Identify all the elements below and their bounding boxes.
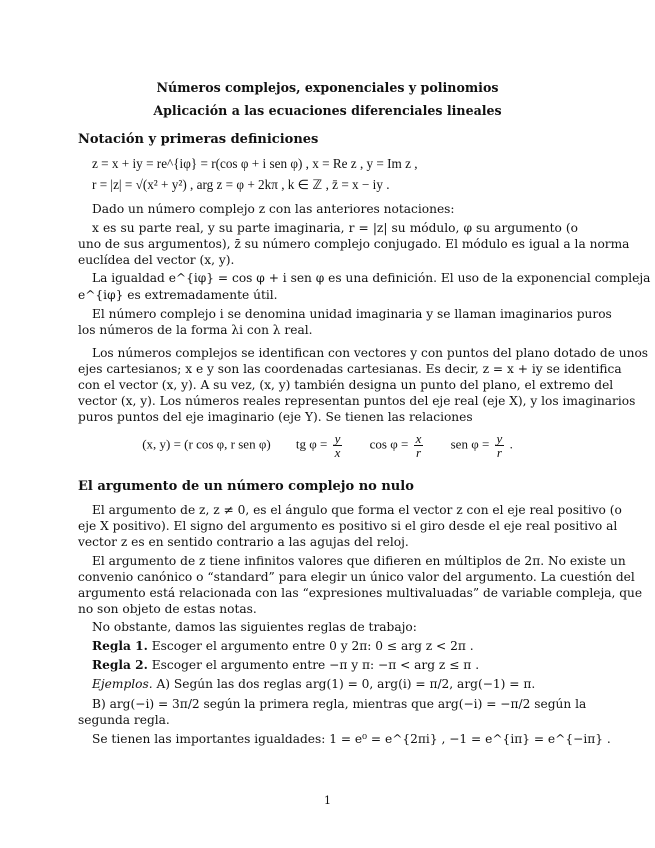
trig-relations-formula (0, 432, 655, 459)
section-heading-argument: El argumento de un número complejo no nulo (78, 479, 414, 494)
rule-2-label: Regla 2. (92, 658, 148, 672)
denominator: r (415, 445, 421, 460)
numerator: y (334, 431, 341, 446)
rule-1-label: Regla 1. (92, 639, 148, 653)
numerator: x (415, 431, 422, 446)
section-heading-notation: Notación y primeras definiciones (78, 132, 319, 147)
paragraph-line: e^{iφ} es extremadamente útil. (78, 288, 278, 302)
title-line-1: Números complejos, exponenciales y polinomios (156, 80, 499, 95)
paragraph-line: La igualdad e^{iφ} = cos φ + i sen φ es una definición. El uso de la exponencial compleja (92, 271, 651, 285)
fraction-cos (414, 432, 424, 459)
paragraph-line: El argumento de z, z ≠ 0, es el ángulo que forma el vector z con el eje real positivo (o (92, 503, 622, 517)
rule-1 (92, 638, 578, 654)
numerator: y (496, 431, 503, 446)
paragraph-line: El número complejo i se denomina unidad imaginaria y se llaman imaginarios puros (92, 307, 612, 321)
paragraph-line: segunda regla. (78, 713, 170, 727)
paragraph-line: argumento está relacionada con las “expresiones multivaluadas” de variable compleja, que (78, 586, 643, 600)
relation-tg: tg φ = (295, 436, 328, 452)
denominator: x (334, 445, 341, 460)
fraction-sen (495, 432, 505, 459)
paragraph-line: convenio canónico o “standard” para elegir un único valor del argumento. La cuestión del (78, 570, 635, 584)
examples-label: Ejemplos. (92, 677, 153, 691)
rule-2 (92, 657, 578, 673)
paragraph-line: euclídea del vector (x, y). (78, 253, 235, 267)
paragraph-line: No obstante, damos las siguientes reglas de trabajo: (92, 620, 417, 634)
page-number: 1 (324, 794, 331, 807)
paragraph-line: puros puntos del eje imaginario (eje Y). Se tienen las relaciones (78, 410, 473, 424)
relation-end: . (509, 436, 513, 452)
paragraph-line: x es su parte real, y su parte imaginaria, r = |z| su módulo, φ su argumento (o (92, 221, 578, 235)
paragraph-line: Los números complejos se identifican con vectores y con puntos del plano dotado de unos (92, 346, 649, 360)
examples-text: A) Según las dos reglas arg(1) = 0, arg(i) = π/2, arg(−1) = π. (152, 677, 536, 691)
denominator: r (496, 445, 502, 460)
paragraph-line: no son objeto de estas notas. (78, 602, 257, 616)
relation-cos: cos φ = (369, 436, 409, 452)
paragraph-line: Dado un número complejo z con las anteriores notaciones: (92, 202, 455, 216)
relation-lhs: (x, y) = (r cos φ, r sen φ) (142, 436, 271, 452)
fraction-tg (333, 432, 343, 459)
paragraph-line: vector (x, y). Los números reales representan puntos del eje real (eje X), y los imaginarios (78, 394, 636, 408)
paragraph-line: ejes cartesianos; x e y son las coordenadas cartesianas. Es decir, z = x + iy se identifica (78, 362, 622, 376)
relation-sen: sen φ = (450, 436, 490, 452)
paragraph-line: los números de la forma λi con λ real. (78, 323, 313, 337)
title-line-2: Aplicación a las ecuaciones diferenciales lineales (153, 103, 502, 118)
rule-1-text: Escoger el argumento entre 0 y 2π: 0 ≤ arg z < 2π . (147, 639, 474, 653)
rule-2-text: Escoger el argumento entre −π y π: −π < arg z ≤ π . (147, 658, 480, 672)
paragraph-line: El argumento de z tiene infinitos valores que difieren en múltiplos de 2π. No existe un (92, 554, 626, 568)
paragraph-line: vector z es en sentido contrario a las agujas del reloj. (78, 535, 409, 549)
paragraph-line: con el vector (x, y). A su vez, (x, y) también designa un punto del plano, el extremo del (78, 378, 614, 392)
important-identities: Se tienen las importantes igualdades: 1 = e⁰ = e^{2πi} , −1 = e^{iπ} = e^{−iπ} . (92, 732, 611, 746)
formula-modulus-argument: r = |z| = √(x² + y²) , arg z = φ + 2kπ , k ∈ ℤ , z̄ = x − iy . (92, 177, 390, 192)
paragraph-line: B) arg(−i) = 3π/2 según la primera regla, mientras que arg(−i) = −π/2 según la (92, 697, 587, 711)
examples-line (92, 676, 578, 692)
paragraph-line: eje X positivo). El signo del argumento es positivo si el giro desde el eje real positivo al (78, 519, 618, 533)
paragraph-line: uno de sus argumentos), z̄ su número complejo conjugado. El módulo es igual a la norma (78, 237, 630, 251)
formula-definition-z: z = x + iy = re^{iφ} = r(cos φ + i sen φ) , x = Re z , y = Im z , (92, 156, 418, 171)
